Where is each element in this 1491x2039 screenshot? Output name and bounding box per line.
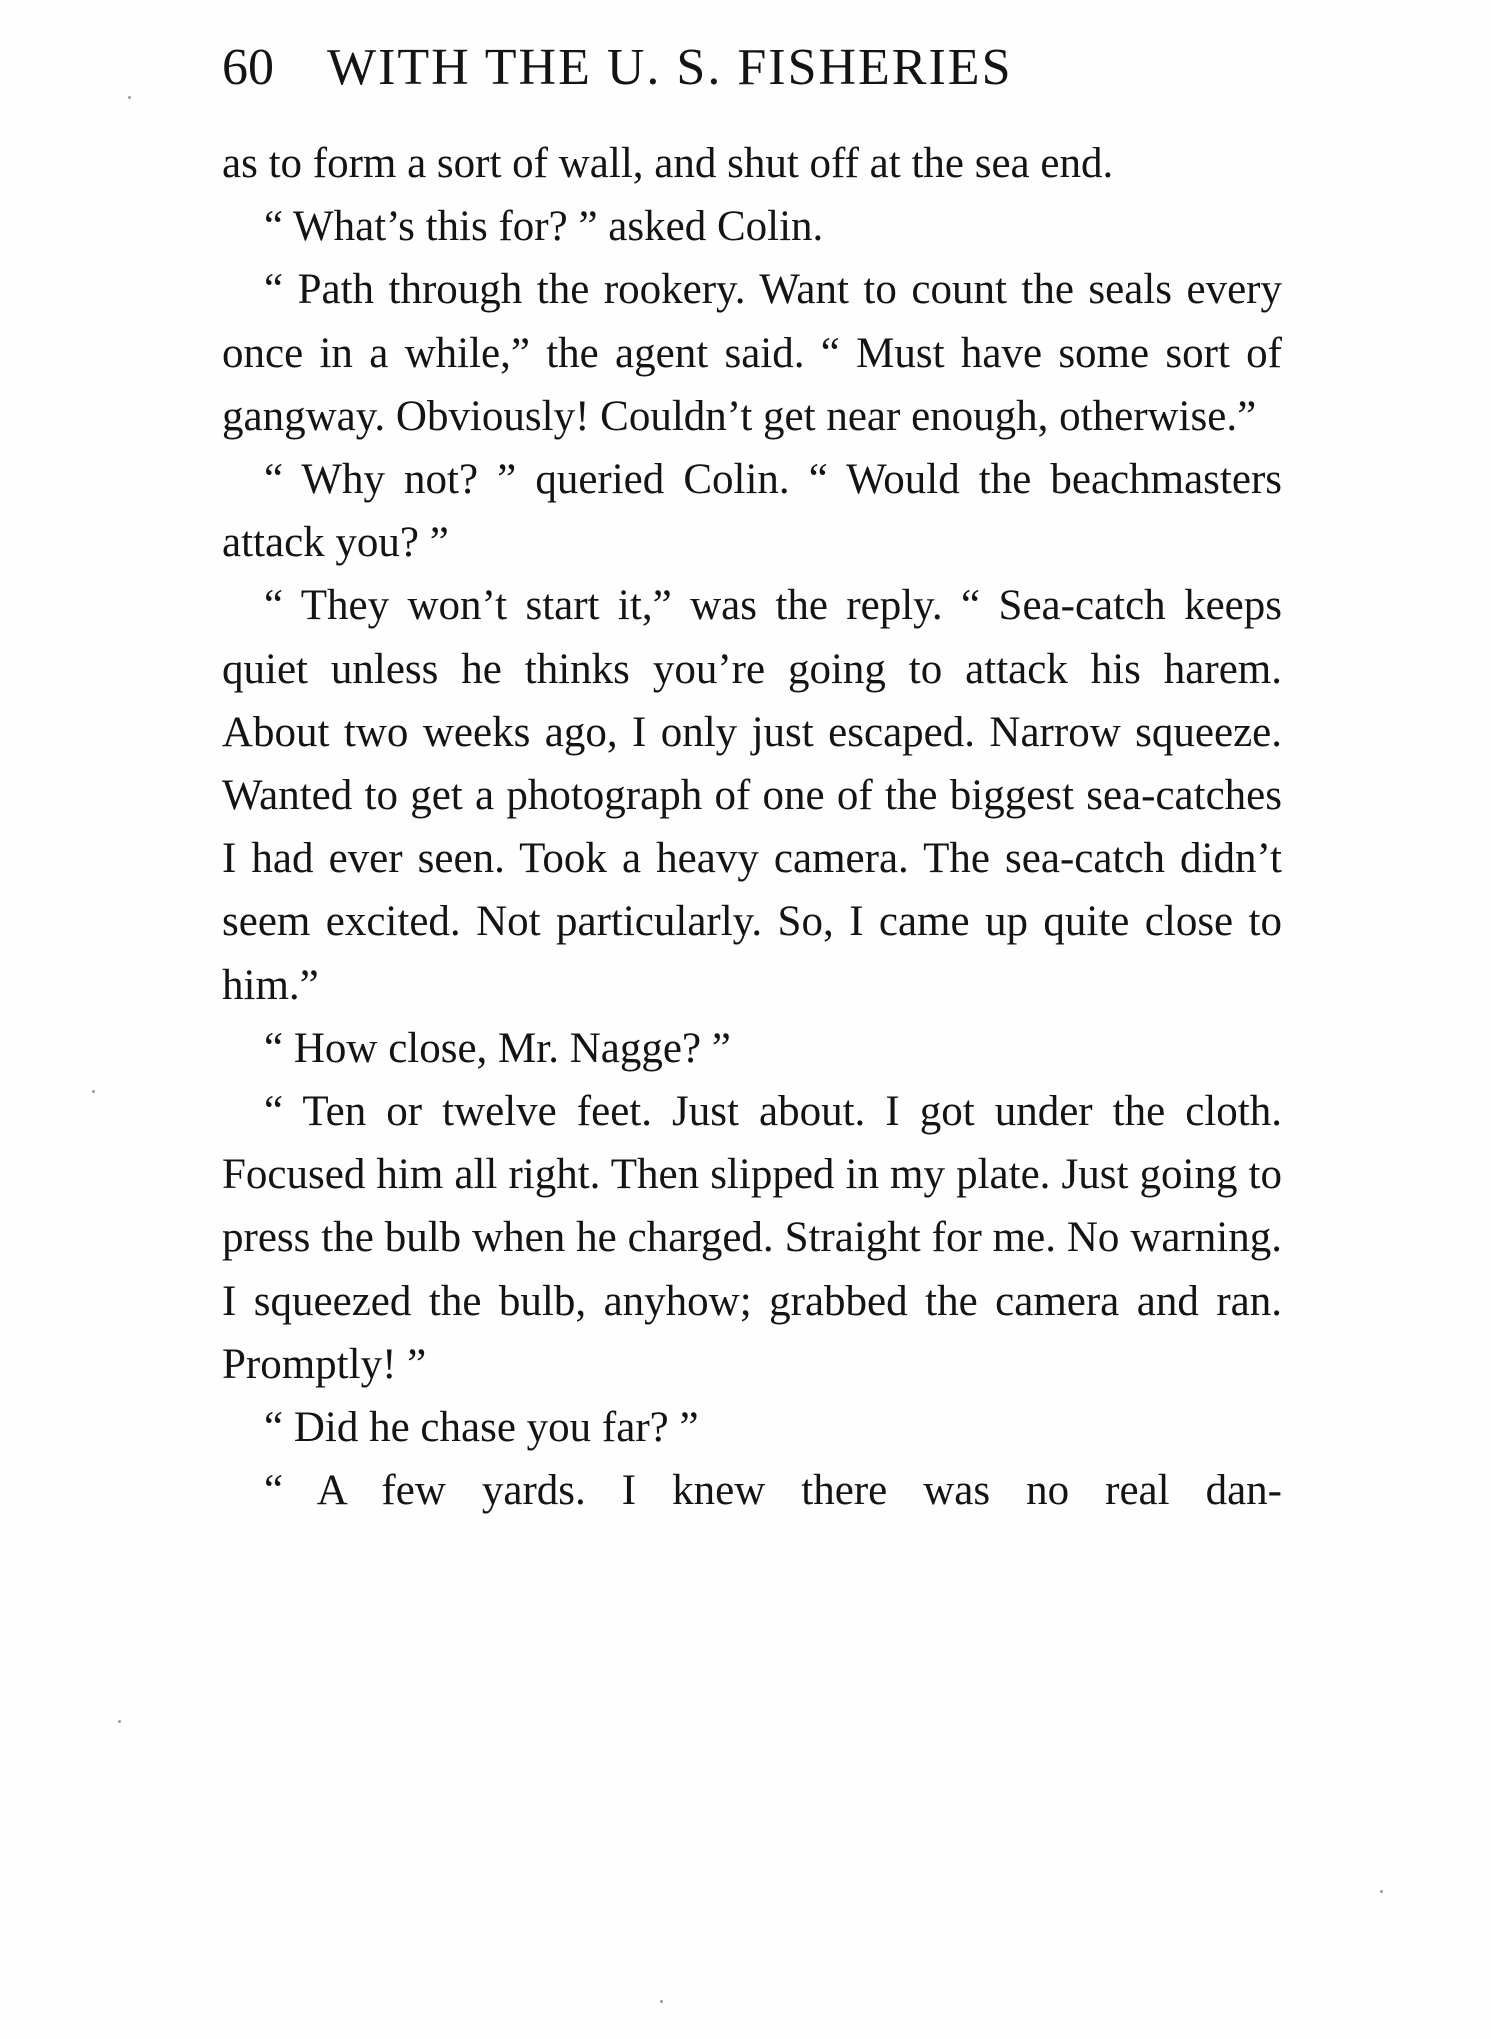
paragraph-why-not: “ Why not? ” queried Colin. “ Would the beachmasters attack you? ” xyxy=(222,456,1282,567)
paragraph-continuation: as to form a sort of wall, and shut off at the sea end. xyxy=(222,140,1114,187)
speck xyxy=(128,96,131,99)
paragraph-final-line: “ A few yards. I knew there was no real dan- xyxy=(264,1467,1282,1515)
running-title: WITH THE U. S. FISHERIES xyxy=(327,39,1013,96)
speck xyxy=(660,2000,663,2003)
speck xyxy=(1380,1890,1383,1893)
paragraph-chase-question: “ Did he chase you far? ” xyxy=(264,1404,699,1452)
speck xyxy=(92,1090,95,1093)
speck xyxy=(118,1720,121,1723)
body-text xyxy=(222,132,1282,1522)
page-number: 60 xyxy=(222,39,274,96)
paragraph-how-close: “ How close, Mr. Nagge? ” xyxy=(264,1024,731,1072)
paragraph-question: “ What’s this for? ” asked Colin. xyxy=(264,203,824,251)
paragraph-charge-story: “ Ten or twelve feet. Just about. I got under the cloth. Focused him all right. Then slipped in my plate. Just going to press the bulb when he charged. Straight for me. No warning. I squeezed the bulb, anyhow; grabbed the camera and ran. Promptly! ” xyxy=(222,1088,1282,1388)
paragraph-path-answer: “ Path through the rookery. Want to count the seals every once in a while,” the agent said. “ Must have some sort of gangway. Obviously! Couldn’t get near enough, otherwise.” xyxy=(222,266,1282,440)
page-header xyxy=(222,38,1282,97)
paragraph-sea-catch-story: “ They won’t start it,” was the reply. “ Sea-catch keeps quiet unless he thinks you’re going to attack his harem. About two weeks ago, I only just escaped. Narrow squeeze. Wanted to get a photograph of one of the biggest sea-catches I had ever seen. Took a heavy camera. The sea-catch didn’t seem excited. Not particularly. So, I came up quite close to him.” xyxy=(222,582,1282,1009)
